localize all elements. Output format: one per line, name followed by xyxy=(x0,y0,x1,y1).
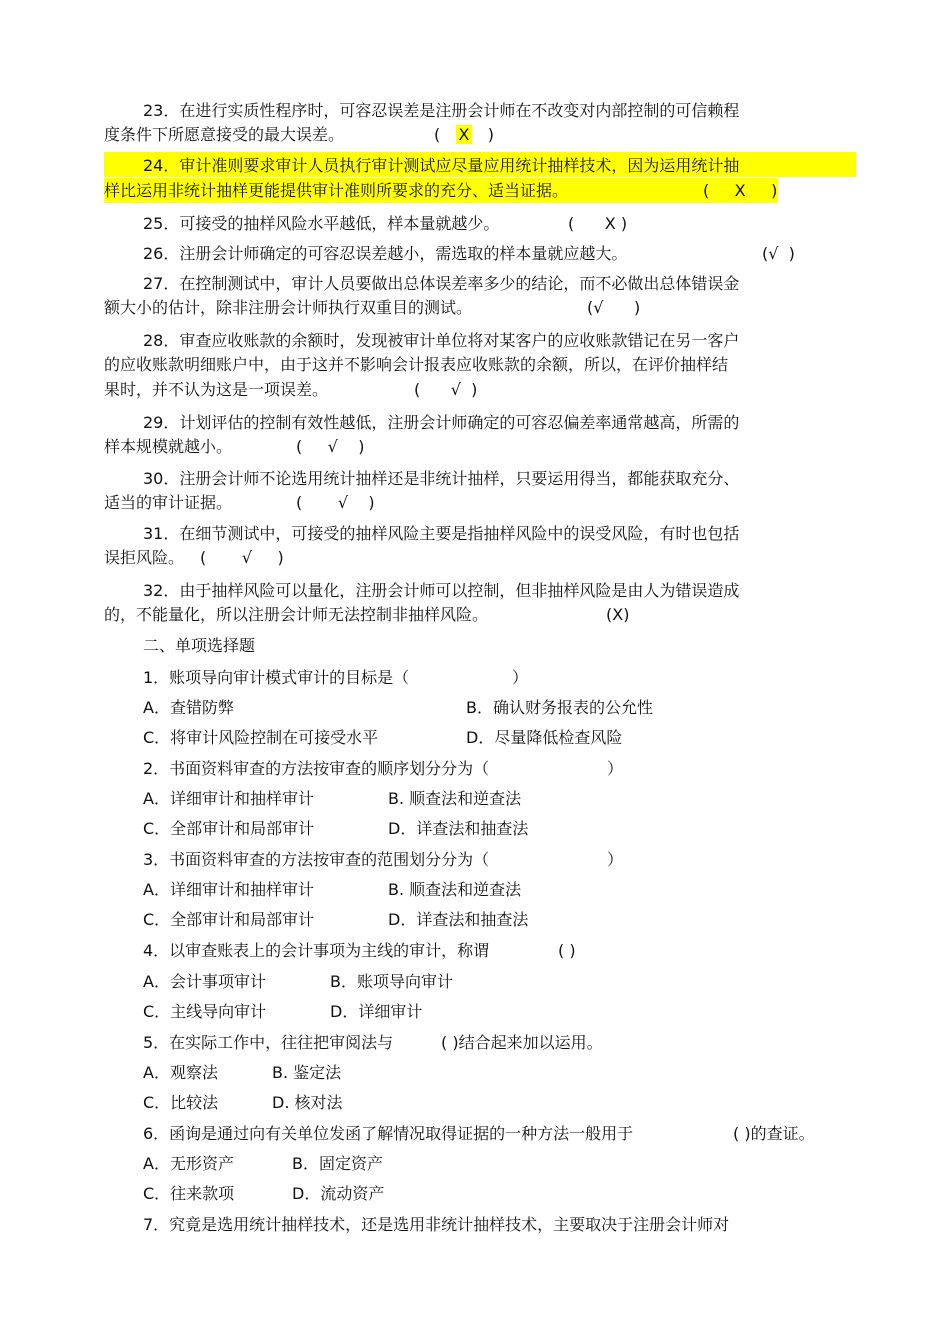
question-text: 25．可接受的抽样风险水平越低，样本量就越少。 xyxy=(143,214,500,233)
answer-mark: √ xyxy=(593,298,604,317)
answer-bracket: ） xyxy=(607,759,624,778)
answer-mark: √ xyxy=(327,437,338,456)
option-a: A．查错防弊 xyxy=(143,698,234,717)
answer-mark: √ xyxy=(337,493,349,512)
answer-mark: X xyxy=(456,125,473,144)
question-text: 30．注册会计师不论选用统计抽样还是非统计抽样，只要运用得当，都能获取充分、 xyxy=(143,469,740,488)
option-b: B．确认财务报表的公允性 xyxy=(466,698,653,717)
option-a: A．无形资产 xyxy=(143,1154,234,1173)
question-text: 样本规模就越小。 xyxy=(104,437,233,456)
option-d: D．详查法和抽查法 xyxy=(388,910,529,929)
answer-box: ( X ) xyxy=(568,214,628,233)
question-text: 31．在细节测试中，可接受的抽样风险主要是指抽样风险中的误受风险，有时也包括 xyxy=(143,524,740,543)
answer-bracket: ） xyxy=(607,850,624,869)
answer-box: ( √ ) xyxy=(296,437,365,456)
question-stem: 5．在实际工作中，往往把审阅法与 xyxy=(143,1033,394,1052)
option-c: C．全部审计和局部审计 xyxy=(143,910,315,929)
question-stem: 4．以审查账表上的会计事项为主线的审计，称谓 xyxy=(143,941,490,960)
option-b: B. 鉴定法 xyxy=(272,1063,342,1082)
question-text: 额大小的估计，除非注册会计师执行双重目的测试。 xyxy=(104,298,473,317)
answer-box: (√ ) xyxy=(587,298,641,317)
answer-bracket: ( )结合起来加以运用。 xyxy=(441,1033,603,1052)
question-text: 的，不能量化，所以注册会计师无法控制非抽样风险。 xyxy=(104,605,489,624)
answer-box: ( X ) xyxy=(703,181,778,200)
option-d: D．详查法和抽查法 xyxy=(388,819,529,838)
answer-mark: X xyxy=(604,214,616,233)
option-b: B．固定资产 xyxy=(292,1154,383,1173)
question-text: 适当的审计证据。 xyxy=(104,493,233,512)
option-b: B．账项导向审计 xyxy=(330,972,453,991)
question-text: 误拒风险。 xyxy=(104,548,185,567)
question-text: 28．审查应收账款的余额时，发现被审计单位将对某客户的应收账款错记在另一客户 xyxy=(143,331,740,350)
answer-mark: √ xyxy=(768,244,779,263)
answer-mark: √ xyxy=(241,548,253,567)
answer-bracket: ( )的查证。 xyxy=(733,1124,815,1143)
answer-mark: X xyxy=(734,181,746,200)
question-stem: 3．书面资料审查的方法按审查的范围划分分为（ xyxy=(143,850,490,869)
question-text: 24．审计准则要求审计人员执行审计测试应尽量应用统计抽样技术，因为运用统计抽 xyxy=(143,156,740,175)
answer-box: ( √ ) xyxy=(414,380,478,399)
option-d: D．流动资产 xyxy=(292,1184,385,1203)
question-text: 27．在控制测试中，审计人员要做出总体误差率多少的结论，而不必做出总体错误金 xyxy=(143,274,740,293)
option-a: A．会计事项审计 xyxy=(143,972,266,991)
question-stem: 7．究竟是选用统计抽样技术，还是选用非统计抽样技术，主要取决于注册会计师对 xyxy=(143,1215,730,1234)
question-text: 23．在进行实质性程序时，可容忍误差是注册会计师在不改变对内部控制的可信赖程 xyxy=(143,101,740,120)
option-d: D．详细审计 xyxy=(330,1002,423,1021)
answer-box: ( X ) xyxy=(434,125,494,144)
question-stem: 2．书面资料审查的方法按审查的顺序划分分为（ xyxy=(143,759,490,778)
question-text: 的应收账款明细账户中，由于这并不影响会计报表应收账款的余额，所以，在评价抽样结 xyxy=(104,355,729,374)
answer-box: ( √ ) xyxy=(200,548,284,567)
answer-box: (X) xyxy=(606,605,630,624)
option-d: D．尽量降低检查风险 xyxy=(466,728,623,747)
answer-box: (√ ) xyxy=(762,244,795,263)
option-c: C．比较法 xyxy=(143,1093,219,1112)
option-b: B. 顺查法和逆查法 xyxy=(388,789,522,808)
option-b: B. 顺查法和逆查法 xyxy=(388,880,522,899)
option-c: C．往来款项 xyxy=(143,1184,235,1203)
option-c: C．主线导向审计 xyxy=(143,1002,267,1021)
section-title: 二、单项选择题 xyxy=(143,636,256,655)
answer-bracket: ( ) xyxy=(558,941,576,960)
option-a: A．详细审计和抽样审计 xyxy=(143,880,314,899)
question-text: 果时，并不认为这是一项误差。 xyxy=(104,380,329,399)
option-a: A．观察法 xyxy=(143,1063,218,1082)
question-stem: 6．函询是通过向有关单位发函了解情况取得证据的一种方法一般用于 xyxy=(143,1124,634,1143)
answer-bracket: ） xyxy=(512,668,529,687)
question-text: 26．注册会计师确定的可容忍误差越小，需选取的样本量就应越大。 xyxy=(143,244,628,263)
answer-mark: √ xyxy=(450,380,461,399)
answer-box: ( √ ) xyxy=(296,493,375,512)
question-text: 样比运用非统计抽样更能提供审计准则所要求的充分、适当证据。 xyxy=(104,181,569,200)
question-stem: 1．账项导向审计模式审计的目标是（ xyxy=(143,668,410,687)
option-d: D. 核对法 xyxy=(272,1093,343,1112)
option-c: C．将审计风险控制在可接受水平 xyxy=(143,728,379,747)
question-text: 度条件下所愿意接受的最大误差。 xyxy=(104,125,345,144)
question-text: 32．由于抽样风险可以量化，注册会计师可以控制，但非抽样风险是由人为错误造成 xyxy=(143,581,740,600)
answer-mark: X xyxy=(612,605,624,624)
option-a: A．详细审计和抽样审计 xyxy=(143,789,314,808)
question-text: 29．计划评估的控制有效性越低，注册会计师确定的可容忍偏差率通常越高，所需的 xyxy=(143,413,740,432)
option-c: C．全部审计和局部审计 xyxy=(143,819,315,838)
